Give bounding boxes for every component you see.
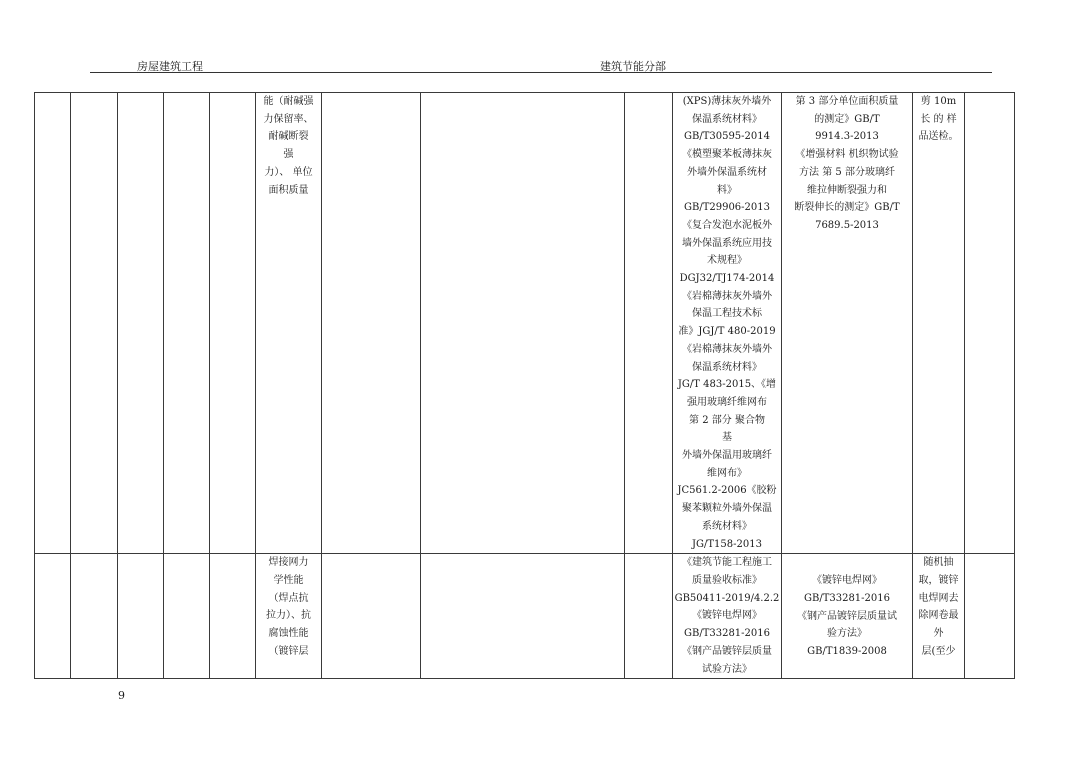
- sampling-cell: [913, 93, 965, 554]
- cell-line: 学性能: [273, 574, 304, 586]
- cell-line: 力保留率、: [263, 113, 314, 125]
- cell-line: 耐碱断裂: [268, 131, 309, 143]
- cell-line: 外: [933, 628, 944, 640]
- table-cell: [625, 554, 673, 679]
- cell-line: 料》: [717, 184, 737, 196]
- table-cell: [421, 93, 625, 554]
- cell-line: GB/T30595-2014: [683, 131, 770, 143]
- cell-line: 品送检。: [918, 131, 959, 143]
- cell-line: 《岩棉薄抹灰外墙外: [682, 290, 772, 302]
- cell-line: 质量验收标准》: [692, 574, 762, 586]
- cell-line: 《建筑节能工程施工: [682, 557, 772, 569]
- cell-line: 《镀锌电焊网》: [692, 610, 762, 622]
- test-method-cell: [782, 93, 913, 554]
- table-cell: [210, 554, 256, 679]
- cell-line: 第 3 部分单位面积质量: [795, 96, 899, 107]
- table-row: [35, 554, 1015, 679]
- cell-line: 能（耐碱强: [263, 96, 314, 107]
- product-standard-cell: [673, 554, 782, 679]
- cell-line: 保温系统材料》: [692, 113, 762, 125]
- cell-line: 《岩棉薄抹灰外墙外: [682, 343, 772, 355]
- cell-line: 的测定》GB/T: [814, 113, 880, 125]
- cell-line: 焊接网力: [268, 557, 309, 569]
- cell-line: 系统材料》: [702, 520, 752, 532]
- cell-line: 强用玻璃纤维网布: [687, 396, 767, 408]
- cell-line: 7689.5-2013: [815, 219, 879, 231]
- table-cell: [118, 554, 164, 679]
- cell-line: DGJ32/TJ174-2014: [679, 273, 775, 285]
- cell-line: 长 的 样: [920, 113, 957, 125]
- table-cell: [71, 554, 118, 679]
- cell-line: 维网布》: [707, 467, 747, 479]
- cell-line: 术规程》: [707, 255, 747, 267]
- cell-line: GB/T29906-2013: [683, 202, 770, 214]
- table-cell: [35, 554, 71, 679]
- cell-line: 维拉伸断裂强力和: [807, 184, 887, 196]
- table-cell: [625, 93, 673, 554]
- table-cell: [421, 554, 625, 679]
- table-cell: [35, 93, 71, 554]
- cell-line: 保温系统材料》: [692, 361, 762, 373]
- cell-line: 聚苯颗粒外墙外保温: [682, 503, 772, 515]
- cell-line: 方法 第 5 部分玻璃纤: [799, 166, 895, 178]
- cell-line: 保温工程技术标: [692, 308, 762, 320]
- table-cell: [322, 554, 421, 679]
- table-cell: [118, 93, 164, 554]
- parameter-cell: [256, 554, 322, 679]
- cell-line: 层(至少: [921, 645, 956, 657]
- cell-line: 随机抽: [923, 557, 954, 569]
- inspection-table: [34, 92, 1015, 679]
- cell-line: 第 2 部分 聚合物: [689, 414, 765, 426]
- cell-line: JC561.2-2006《胶粉: [677, 485, 777, 497]
- cell-line: JG/T 483-2015、《增: [677, 379, 777, 391]
- table-cell: [71, 93, 118, 554]
- cell-line: JG/T158-2013: [692, 538, 762, 550]
- cell-line: （焊点抗: [268, 592, 309, 604]
- page-number: 9: [118, 689, 125, 702]
- cell-line: 腐蚀性能: [268, 628, 309, 640]
- cell-line: 外墙外保温用玻璃纤: [682, 450, 772, 462]
- cell-line: 力）、 单位: [264, 166, 313, 178]
- cell-line: 《钢产品镀锌层质量: [682, 645, 772, 657]
- cell-line: 面积质量: [268, 184, 309, 196]
- cell-line: 剪 10m: [920, 96, 957, 107]
- cell-line: 基: [722, 432, 732, 444]
- header-right-title: 建筑节能分部: [600, 60, 666, 73]
- cell-line: 《复合发泡水泥板外: [682, 219, 772, 231]
- table-cell: [965, 554, 1015, 679]
- cell-line: 拉力）、抗: [266, 610, 311, 622]
- cell-line: 《模塑聚苯板薄抹灰: [682, 149, 772, 161]
- cell-line: 除网卷最: [918, 610, 959, 622]
- cell-line: (XPS)薄抹灰外墙外: [682, 96, 772, 107]
- table-row: [35, 93, 1015, 554]
- test-method-cell: [782, 554, 913, 679]
- cell-line: GB/T1839-2008: [807, 646, 887, 658]
- header-left-title: 房屋建筑工程: [137, 60, 203, 73]
- cell-line: （镀锌层: [268, 645, 309, 657]
- cell-line: 断裂伸长的测定》GB/T: [794, 202, 900, 214]
- cell-line: 试验方法》: [702, 663, 752, 675]
- table-cell: [164, 554, 210, 679]
- table-cell: [210, 93, 256, 554]
- cell-line: GB50411-2019/4.2.2: [674, 592, 780, 604]
- cell-line: 墙外保温系统应用技: [682, 237, 772, 249]
- sampling-cell: [913, 554, 965, 679]
- product-standard-cell: [673, 93, 782, 554]
- cell-line: GB/T33281-2016: [683, 628, 770, 640]
- cell-line: 取，镀锌: [918, 574, 959, 586]
- cell-line: 《镀锌电焊网》: [812, 575, 882, 587]
- parameter-cell: [256, 93, 322, 554]
- cell-line: 强: [283, 149, 294, 161]
- cell-line: 电焊网去: [918, 592, 959, 604]
- cell-line: 外墙外保温系统材: [687, 166, 767, 178]
- table-cell: [164, 93, 210, 554]
- header-rule: [90, 72, 992, 73]
- cell-line: 验方法》: [827, 628, 867, 640]
- cell-line: 《增强材料 机织物试验: [795, 149, 899, 161]
- cell-line: GB/T33281-2016: [803, 592, 890, 604]
- cell-line: 9914.3-2013: [815, 131, 879, 143]
- table-cell: [322, 93, 421, 554]
- table-cell: [965, 93, 1015, 554]
- cell-line: 准》JGJ/T 480-2019: [678, 326, 776, 338]
- cell-line: 《钢产品镀锌层质量试: [797, 610, 897, 622]
